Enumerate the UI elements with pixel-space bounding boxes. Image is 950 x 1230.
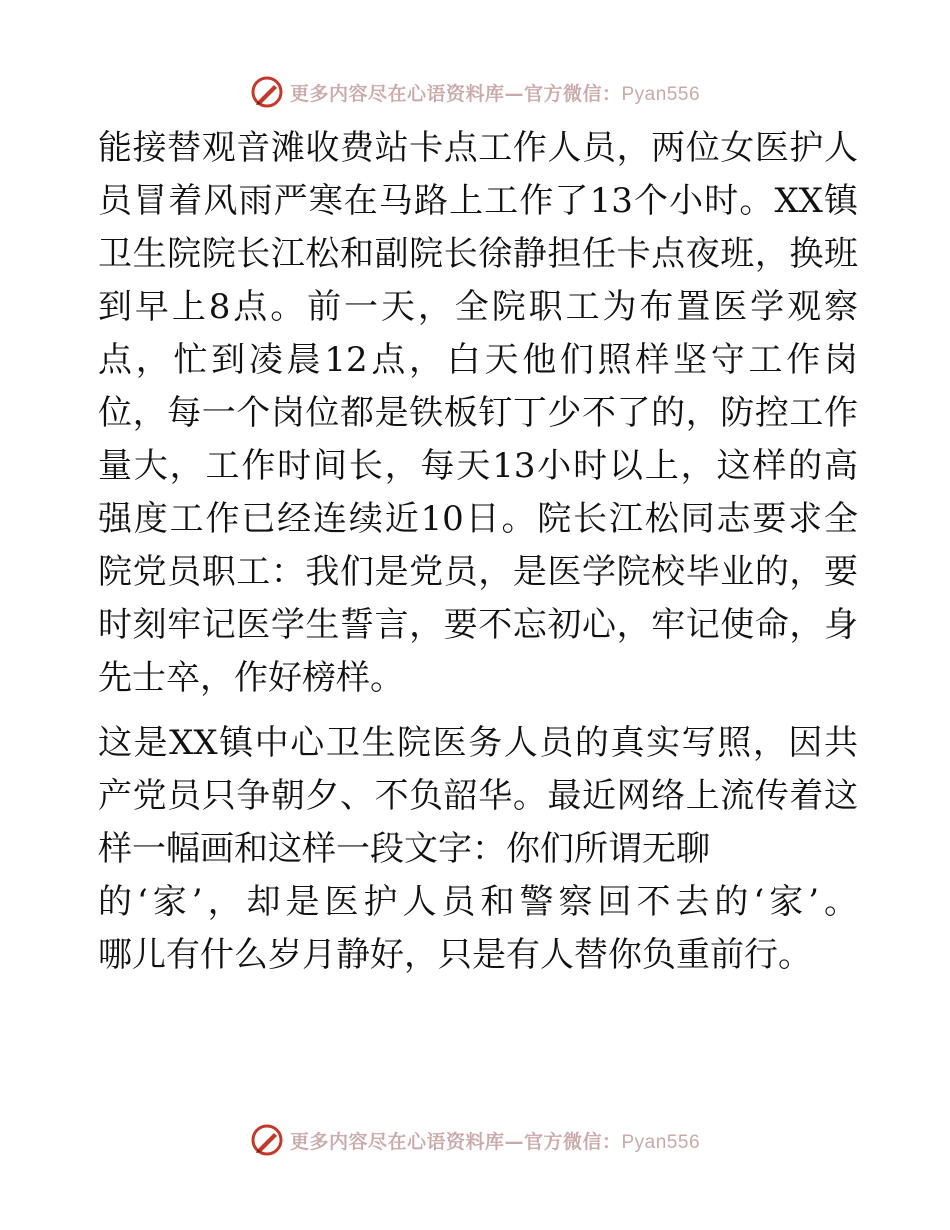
text-line: 哪儿有什么岁月静好，只是有人替你负重前行。 xyxy=(98,935,812,975)
text-line: 点，忙到凌晨12点，白天他们照样坚守工作岗 xyxy=(98,340,858,380)
header-watermark xyxy=(0,72,950,112)
text-line: 这是XX镇中心卫生院医务人员的真实写照，因共 xyxy=(98,723,858,763)
paragraph-spacer xyxy=(98,705,858,717)
text-line: 到早上8点。前一天，全院职工为布置医学观察 xyxy=(98,287,858,327)
text-line: 员冒着风雨严寒在马路上工作了13个小时。XX镇 xyxy=(98,181,858,221)
text-line: 卫生院院长江松和副院长徐静担任卡点夜班，换班 xyxy=(98,234,858,274)
paragraph-1 xyxy=(98,122,858,705)
pen-logo-icon xyxy=(250,1123,284,1157)
text-line: 能接替观音滩收费站卡点工作人员，两位女医护人 xyxy=(98,128,858,168)
text-line: 强度工作已经连续近10日。院长江松同志要求全 xyxy=(98,499,858,539)
text-line: 时刻牢记医学生誓言，要不忘初心，牢记使命，身 xyxy=(98,605,858,645)
text-line: 院党员职工：我们是党员，是医学院校毕业的，要 xyxy=(98,552,858,592)
text-line: 位，每一个岗位都是铁板钉丁少不了的，防控工作 xyxy=(98,393,858,433)
text-line: 先士卒，作好榜样。 xyxy=(98,658,404,698)
watermark-text: 更多内容尽在心语资料库—官方微信：Pyan556 xyxy=(289,82,701,105)
text-line: 的‘家’，却是医护人员和警察回不去的‘家’。 xyxy=(98,882,858,922)
pen-logo-icon xyxy=(250,75,284,109)
paragraph-2 xyxy=(98,717,858,982)
text-line: 产党员只争朝夕、不负韶华。最近网络上流传着这 xyxy=(98,776,858,816)
document-body xyxy=(98,122,858,982)
text-line: 量大，工作时间长，每天13小时以上，这样的高 xyxy=(98,446,858,486)
text-line: 样一幅画和这样一段文字：你们所谓无聊 xyxy=(98,829,710,869)
watermark-text: 更多内容尽在心语资料库—官方微信：Pyan556 xyxy=(289,1130,701,1153)
footer-watermark xyxy=(0,1120,950,1160)
